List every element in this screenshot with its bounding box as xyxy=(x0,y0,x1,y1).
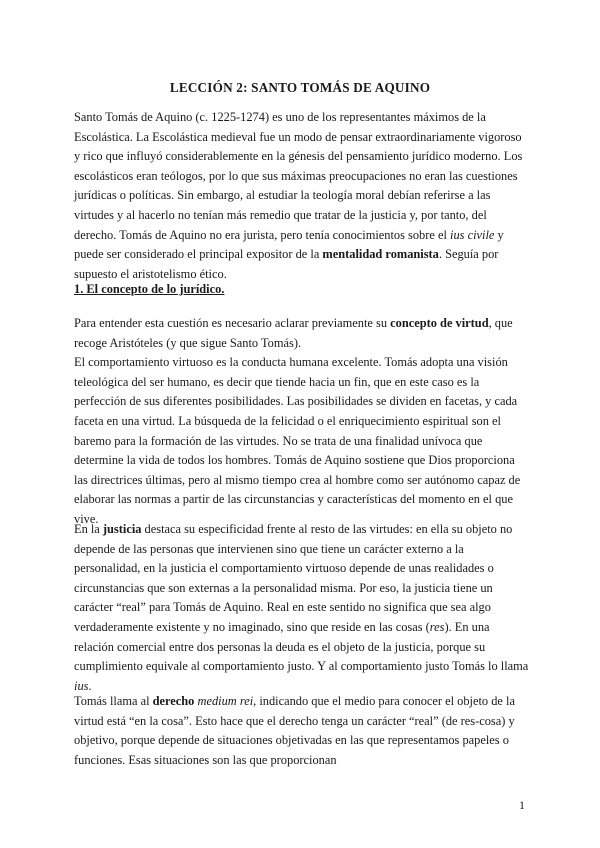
section-heading: 1. El concepto de lo jurídico. xyxy=(74,282,225,296)
justice-text-3: ). En una relación comercial entre dos personas la deuda es el objeto de la justicia, porque su cumplimiento equivale al comportamiento justo. Y al comportamiento justo Tomás lo llama xyxy=(74,619,529,674)
intro-text-1: Santo Tomás de Aquino (c. 1225-1274) es uno de los representantes máximos de la Escolástica. La Escolástica medieval fue un modo de pensar extraordinariamente vigoroso y rico que influyó considerablemente en la génesis del pensamiento jurídico moderno. Los escolásticos eran teólogos, por lo que sus máximas preocupaciones no eran las cuestiones jurídicas o políticas. Sin embargo, al estudiar la teología moral debían referirse a las virtudes y al hacerlo no tenían más remedio que tratar de la justicia y, por tanto, del derecho. Tomás de Aquino no era jurista, pero tenía conocimientos sobre el xyxy=(74,110,523,242)
law-paragraph xyxy=(74,692,530,770)
justice-bold: justicia xyxy=(102,522,142,536)
law-text-1: Tomás llama al xyxy=(74,694,153,708)
law-bold-derecho: derecho xyxy=(152,694,195,708)
justice-text-2: destaca su especificidad frente al resto de las virtudes: en ella su objeto no depende de las personas que intervienen sino que tiene un carácter externo a la personalidad, en la justicia el comportamiento virtuoso depende de unas realidades o circunstancias que son externas a la personalidad misma. Por eso, la justicia tiene un carácter “real” para Tomás de Aquino. Real en este sentido no significa que sea algo verdaderamente existente y no imaginado, sino que reside en las cosas ( xyxy=(74,522,513,634)
law-text-3: , indicando que el medio para conocer el objeto de la virtud está “en la cosa”. Esto hace que el derecho tenga un carácter “real” (de res-cosa) y objetivo, porque depende de situaciones objetivadas en las que representamos papeles o funciones. Esas situaciones son las que proporcionan xyxy=(74,694,515,767)
virtuous-behavior-text: El comportamiento virtuoso es la conducta humana excelente. Tomás adopta una visión teleológica del ser humano, es decir que tiende hacia un fin, que en este caso es la perfección de sus diferentes posibilidades. Las posibilidades se dividen en facetas, y cada faceta en una virtud. La búsqueda de la felicidad o el enriquecimiento espiritual son el baremo para la formación de las virtudes. No se trata de una finalidad unívoca que determine la vida de todos los hombres. Tomás de Aquino sostiene que Dios proporciona las directrices últimas, pero al mismo tiempo crea al hombre como ser autónomo capaz de elaborar las normas a partir de las circunstancias y características del momento en el que vive. xyxy=(74,355,521,526)
document-title: LECCIÓN 2: SANTO TOMÁS DE AQUINO xyxy=(169,80,431,95)
intro-bold-mentalidad: mentalidad romanista xyxy=(322,247,439,262)
intro-italic-ius-civile: ius civile xyxy=(450,227,495,242)
page-number: 1 xyxy=(519,798,525,812)
justice-paragraph xyxy=(74,520,530,696)
virtue-bold-concepto: concepto de virtud xyxy=(390,316,489,330)
virtue-text-2: , que recoge Aristóteles (y que sigue Santo Tomás). xyxy=(74,316,513,350)
justice-text-4: . xyxy=(88,678,92,693)
intro-text-3: . Seguía por supuesto el aristotelismo ético. xyxy=(74,247,499,281)
justice-italic-ius: ius xyxy=(74,678,89,693)
law-italic-medium-rei: medium rei xyxy=(197,694,254,708)
virtue-text-1: Para entender esta cuestión es necesario aclarar previamente su xyxy=(74,316,391,330)
justice-text-1: En la xyxy=(74,522,103,536)
intro-text-2: y puede ser considerado el principal expositor de la xyxy=(74,227,504,262)
virtue-paragraph xyxy=(74,314,530,530)
intro-paragraph xyxy=(74,108,530,284)
justice-italic-res: res xyxy=(429,619,445,634)
